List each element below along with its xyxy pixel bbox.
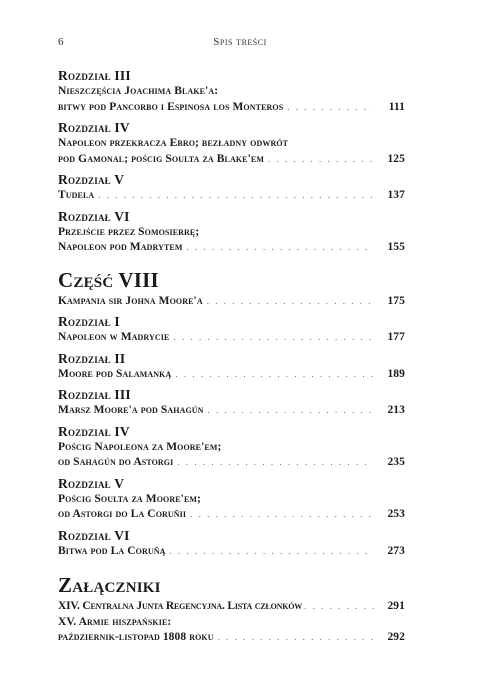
dot-leader	[190, 507, 373, 523]
toc-page-number: 235	[387, 456, 405, 468]
chapter-heading: Rozdział VI	[58, 208, 130, 224]
toc-entry[interactable]	[58, 152, 405, 168]
toc-entry[interactable]	[58, 455, 405, 471]
dot-leader	[218, 630, 373, 646]
toc-entry[interactable]	[58, 294, 405, 310]
toc-entry[interactable]	[58, 100, 405, 116]
appendix-heading: Załączniki	[58, 573, 161, 597]
chapter-heading: Rozdział II	[58, 350, 126, 366]
toc-page-number: 291	[387, 600, 405, 612]
running-title: Spis treści	[213, 36, 267, 48]
toc-entry[interactable]	[58, 630, 405, 646]
toc-entry-title: od Astorgi do La Coruñii	[58, 508, 187, 520]
toc-page-number: 253	[387, 508, 405, 520]
dot-leader	[304, 599, 375, 615]
toc-entry-title: Napoleon przekracza Ebro; bezładny odwrót	[58, 137, 289, 149]
dot-leader	[287, 100, 373, 116]
chapter-heading: Rozdział IV	[58, 120, 130, 135]
dot-leader	[170, 544, 373, 560]
toc-entry[interactable]	[58, 599, 405, 615]
chapter-heading: Rozdział V	[58, 172, 125, 187]
chapter-heading: Rozdział I	[58, 314, 120, 329]
toc-entry[interactable]	[58, 507, 405, 523]
toc-page-number: 155	[387, 241, 405, 253]
page-number: 6	[58, 36, 64, 48]
toc-page-number: 177	[387, 331, 405, 343]
toc-line	[58, 84, 405, 100]
toc-page-number: 292	[387, 631, 405, 643]
toc-entry[interactable]	[58, 188, 405, 204]
toc-line	[58, 440, 405, 456]
toc-entry-title: pod Gamonal; pościg Soulta za Blake'em	[58, 152, 265, 165]
toc-page-number: 189	[387, 367, 405, 380]
dot-leader	[208, 403, 373, 419]
toc-page-number: 137	[387, 189, 405, 201]
toc-entry-title: Marsz Moore'a pod Sahagún	[58, 404, 204, 416]
toc-entry-title: Tudela	[58, 189, 95, 201]
dot-leader	[175, 367, 373, 383]
toc-page-number: 111	[388, 100, 405, 113]
toc-entry[interactable]	[58, 240, 405, 256]
running-head	[58, 36, 422, 52]
appendix-entry-title: XIV. Centralna Junta Regencyjna. Lista członków	[58, 600, 303, 612]
toc-entry-title: Bitwa pod La Coruñą	[58, 544, 166, 557]
toc-page-number: 125	[387, 152, 405, 165]
toc-entry-title: Nieszczęścia Joachima Blake'a:	[58, 85, 219, 97]
toc-entry-title: Moore pod Salamanką	[58, 367, 172, 380]
appendix-entry-title: październik-listopad 1808 roku	[58, 631, 214, 643]
toc-entry-title: Przejście przez Somosierrę;	[58, 225, 200, 238]
table-of-contents	[58, 68, 405, 646]
toc-entry-title: Napoleon pod Madrytem	[58, 241, 183, 253]
toc-line	[58, 492, 405, 508]
toc-entry-title: bitwy pod Pancorbo i Espinosa los Monteros	[58, 100, 284, 113]
chapter-heading: Rozdział IV	[58, 423, 130, 439]
toc-line	[58, 615, 405, 631]
toc-entry-title: Pościg Soulta za Moore'em;	[58, 492, 201, 505]
toc-line	[58, 225, 405, 241]
toc-entry[interactable]	[58, 367, 405, 383]
toc-entry-title: Napoleon w Madrycie	[58, 331, 170, 343]
toc-page-number: 175	[387, 294, 405, 307]
dot-leader	[268, 152, 373, 168]
toc-entry-title: od Sahagún do Astorgi	[58, 456, 174, 468]
part-subtitle: Kampania sir Johna Moore'a	[58, 294, 203, 307]
dot-leader	[173, 330, 373, 346]
chapter-heading: Rozdział III	[58, 387, 131, 402]
part-heading: Część VIII	[58, 267, 159, 292]
dot-leader	[177, 455, 373, 471]
appendix-entry-title: XV. Armie hiszpańskie:	[58, 615, 172, 628]
chapter-heading: Rozdział III	[58, 68, 131, 83]
toc-entry-title: Pościg Napoleona za Moore'em;	[58, 440, 222, 453]
toc-page-number: 273	[387, 544, 405, 557]
toc-entry[interactable]	[58, 544, 405, 560]
toc-page-number: 213	[387, 404, 405, 416]
toc-line	[58, 136, 405, 152]
dot-leader	[98, 188, 373, 204]
dot-leader	[207, 294, 373, 310]
chapter-heading: Rozdział V	[58, 475, 125, 491]
chapter-heading: Rozdział VI	[58, 527, 130, 543]
dot-leader	[187, 240, 373, 256]
toc-entry[interactable]	[58, 330, 405, 346]
toc-entry[interactable]	[58, 403, 405, 419]
